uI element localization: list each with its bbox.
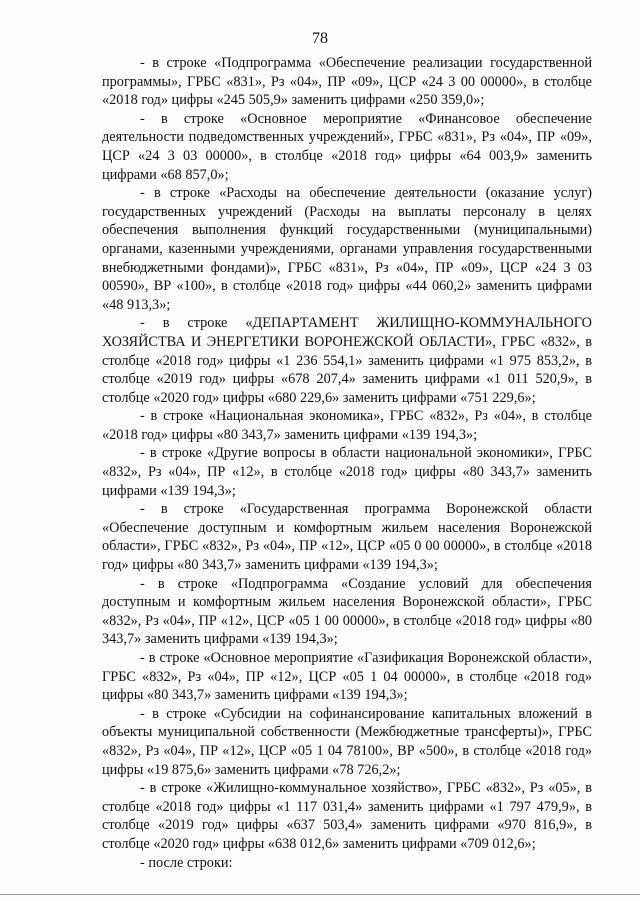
paragraph-4: - в строке «ДЕПАРТАМЕНТ ЖИЛИЩНО-КОММУНАЛЬНОГО ХОЗЯЙСТВА И ЭНЕРГЕТИКИ ВОРОНЕЖСКОЙ ОБЛАСТИ», ГРБС «832», в столбце «2018 год» цифры «1 236 554,1» заменить цифрами «1 975 853,2», в столбце «2019 год» цифры «678 207,4» заменить цифрами «1 011 520,9», в столбце «2020 год» цифры «680 229,6» заменить цифрами «751 229,6»;: [102, 315, 592, 406]
paragraph-1: - в строке «Подпрограмма «Обеспечение реализации государственной программы», ГРБС «831», Рз «04», ПР «09», ЦСР «24 3 00 00000», в столбце «2018 год» цифры «245 505,9» заменить цифрами «250 359,0»;: [102, 55, 592, 109]
paragraph-3: - в строке «Расходы на обеспечение деятельности (оказание услуг) государственных учреждений (Расходы на выплаты персоналу в целях обеспечения выполнения функций государственными (муниципальными) органами, казенными учреждениями, органами управления государственными внебюджетными фондами)», ГРБС «831», Рз «04», ПР «09», ЦСР «24 3 03 00590», ВР «100», в столбце «2018 год» цифры «44 060,2» заменить цифрами «48 913,3»;: [102, 185, 592, 313]
paragraph-10: - в строке «Субсидии на софинансирование капитальных вложений в объекты муниципальной собственности (Межбюджетные трансферты)», ГРБС «832», Рз «04», ПР «12», ЦСР «05 1 04 78100», ВР «500», в столбце «2018 год» цифры «19 875,6» заменить цифрами «78 726,2»;: [102, 705, 592, 778]
paragraph-2: - в строке «Основное мероприятие «Финансовое обеспечение деятельности подведомственных учреждений», ГРБС «831», Рз «04», ПР «09», ЦСР «24 3 03 00000», в столбце «2018 год» цифры «64 003,9» заменить цифрами «68 857,0»;: [102, 110, 592, 183]
paragraph-8: - в строке «Подпрограмма «Создание условий для обеспечения доступным и комфортным жильем населения Воронежской области», ГРБС «832», Рз «04», ПР «12», ЦСР «05 1 00 00000», в столбце «2018 год» цифры «80 343,7» заменить цифрами «139 194,3»;: [102, 575, 592, 648]
page-bottom-edge: [0, 894, 640, 895]
document-body: [102, 54, 592, 872]
paragraph-12: - после строки:: [140, 854, 233, 871]
paragraph-5: - в строке «Национальная экономика», ГРБС «832», Рз «04», в столбце «2018 год» цифры «80 343,7» заменить цифрами «139 194,3»;: [102, 408, 592, 443]
paragraph-11: - в строке «Жилищно-коммунальное хозяйство», ГРБС «832», Рз «05», в столбце «2018 год» цифры «1 117 031,4» заменить цифрами «1 797 479,9», в столбце «2019 год» цифры «637 503,4» заменить цифрами «970 816,9», в столбце «2020 год» цифры «638 012,6» заменить цифрами «709 012,6»;: [102, 780, 592, 852]
page-number: 78: [312, 30, 328, 47]
paragraph-9: - в строке «Основное мероприятие «Газификация Воронежской области», ГРБС «832», Рз «04», ПР «12», ЦСР «05 1 04 00000», в столбце «2018 год» цифры «80 343,7» заменить цифрами «139 194,3»;: [102, 650, 592, 704]
paragraph-6: - в строке «Другие вопросы в области национальной экономики», ГРБС «832», Рз «04», ПР «12», в столбце «2018 год» цифры «80 343,7» заменить цифрами «139 194,3»;: [102, 445, 592, 499]
paragraph-7: - в строке «Государственная программа Воронежской области «Обеспечение доступным и комфортным жильем населения Воронежской области», ГРБС «832», Рз «04», ПР «12», ЦСР «05 0 00 00000», в столбце «2018 год» цифры «80 343,7» заменить цифрами «139 194,3»;: [102, 501, 592, 574]
